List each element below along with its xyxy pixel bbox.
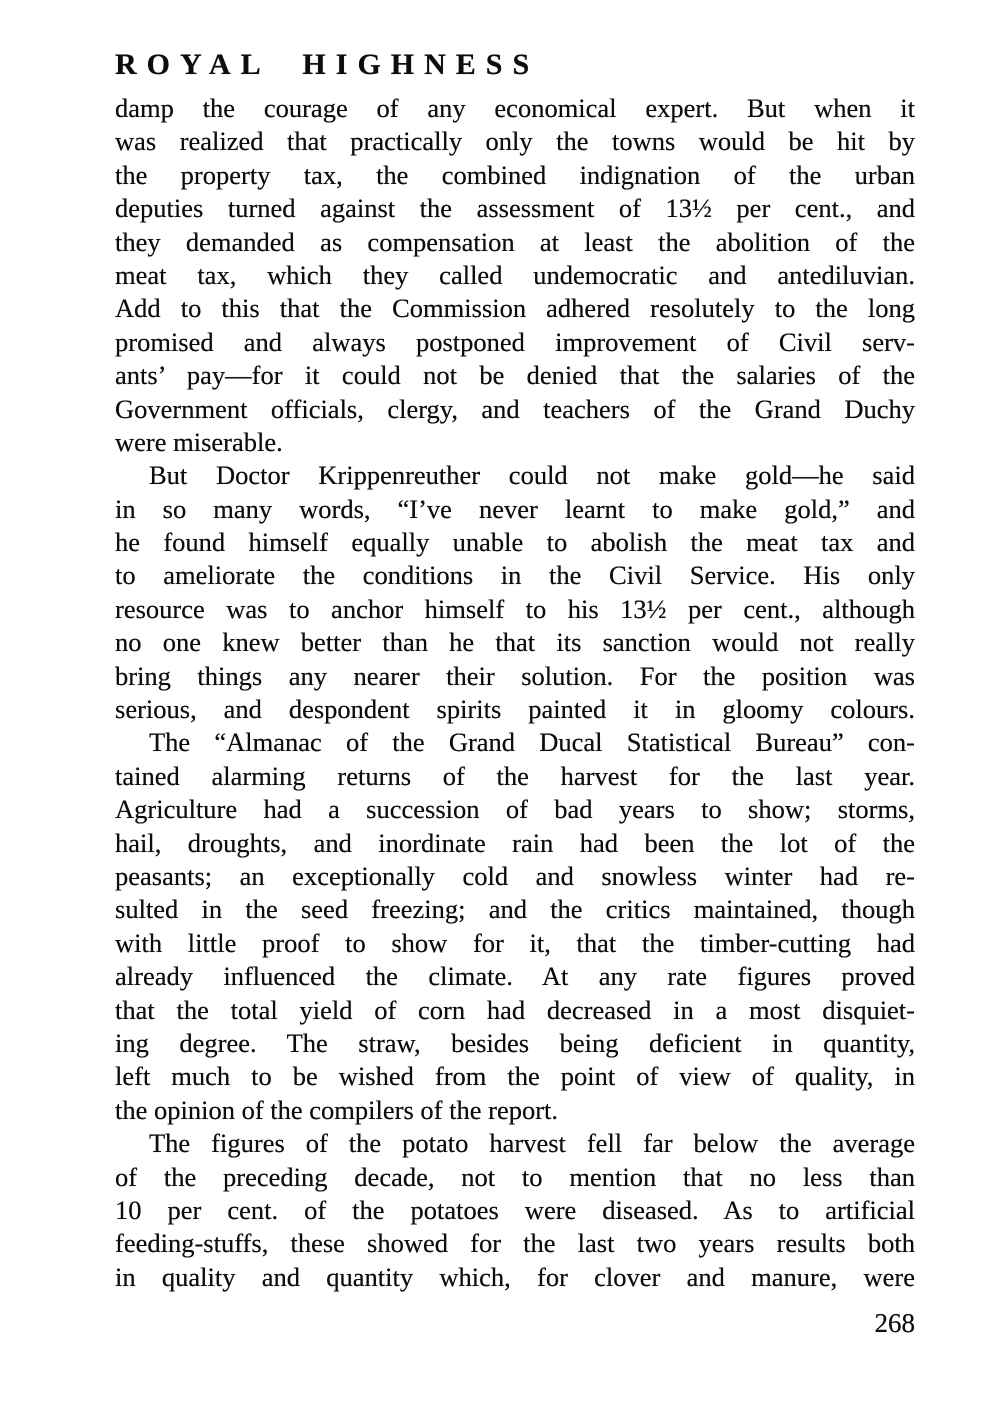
paragraph bbox=[115, 1127, 915, 1294]
text-line: of the preceding decade, not to mention that no less than bbox=[115, 1161, 915, 1192]
text-line: deputies turned against the assessment of 13½ per cent., and bbox=[115, 193, 915, 224]
text-line: resource was to anchor himself to his 13½ per cent., although bbox=[115, 593, 915, 624]
text-line: was realized that practically only the towns would be hit by bbox=[115, 126, 915, 157]
text-line: feeding-stuffs, these showed for the last two years results both bbox=[115, 1228, 915, 1259]
text-line: already influenced the climate. At any rate figures proved bbox=[115, 961, 915, 992]
text-line: to ameliorate the conditions in the Civil Service. His only bbox=[115, 560, 915, 591]
text-line: hail, droughts, and inordinate rain had been the lot of the bbox=[115, 827, 915, 858]
text-line: sulted in the seed freezing; and the critics maintained, though bbox=[115, 894, 915, 925]
text-line: ants’ pay—for it could not be denied that the salaries of the bbox=[115, 360, 915, 391]
text-line: the property tax, the combined indignation of the urban bbox=[115, 159, 915, 190]
paragraph bbox=[115, 726, 915, 1127]
text-line: But Doctor Krippenreuther could not make gold—he said bbox=[149, 460, 915, 491]
text-line: peasants; an exceptionally cold and snowless winter had re- bbox=[115, 860, 915, 891]
text-line: Government officials, clergy, and teachers of the Grand Duchy bbox=[115, 393, 915, 424]
text-line: The “Almanac of the Grand Ducal Statistical Bureau” con- bbox=[149, 727, 915, 758]
text-line: ing degree. The straw, besides being deficient in quantity, bbox=[115, 1027, 915, 1058]
text-line: the opinion of the compilers of the report. bbox=[115, 1094, 559, 1125]
text-line: Agriculture had a succession of bad years to show; storms, bbox=[115, 794, 915, 825]
text-line: no one knew better than he that its sanction would not really bbox=[115, 627, 915, 658]
text-line: meat tax, which they called undemocratic and antediluvian. bbox=[115, 259, 915, 290]
text-line: 10 per cent. of the potatoes were diseased. As to artificial bbox=[115, 1194, 915, 1225]
text-line: left much to be wished from the point of view of quality, in bbox=[115, 1061, 915, 1092]
text-line: were miserable. bbox=[115, 426, 283, 457]
text-line: with little proof to show for it, that the timber-cutting had bbox=[115, 927, 915, 958]
body-text bbox=[115, 92, 915, 1294]
text-line: serious, and despondent spirits painted it in gloomy colours. bbox=[115, 694, 915, 725]
text-line: he found himself equally unable to abolish the meat tax and bbox=[115, 527, 915, 558]
page-number: 268 bbox=[874, 1308, 915, 1338]
text-line: that the total yield of corn had decreased in a most disquiet- bbox=[115, 994, 915, 1025]
running-header: ROYAL HIGHNESS bbox=[115, 48, 540, 81]
text-line: bring things any nearer their solution. For the position was bbox=[115, 660, 915, 691]
text-line: damp the courage of any economical expert. But when it bbox=[115, 93, 915, 123]
text-line: tained alarming returns of the harvest for the last year. bbox=[115, 760, 915, 791]
text-line: promised and always postponed improvement of Civil serv- bbox=[115, 326, 915, 357]
text-line: Add to this that the Commission adhered resolutely to the long bbox=[115, 293, 915, 324]
text-line: The figures of the potato harvest fell far below the average bbox=[149, 1128, 915, 1159]
text-line: they demanded as compensation at least the abolition of the bbox=[115, 226, 915, 257]
text-line: in so many words, “I’ve never learnt to make gold,” and bbox=[115, 493, 915, 524]
paragraph bbox=[115, 92, 915, 459]
text-line: in quality and quantity which, for clover and manure, were bbox=[115, 1261, 915, 1292]
paragraph bbox=[115, 459, 915, 726]
